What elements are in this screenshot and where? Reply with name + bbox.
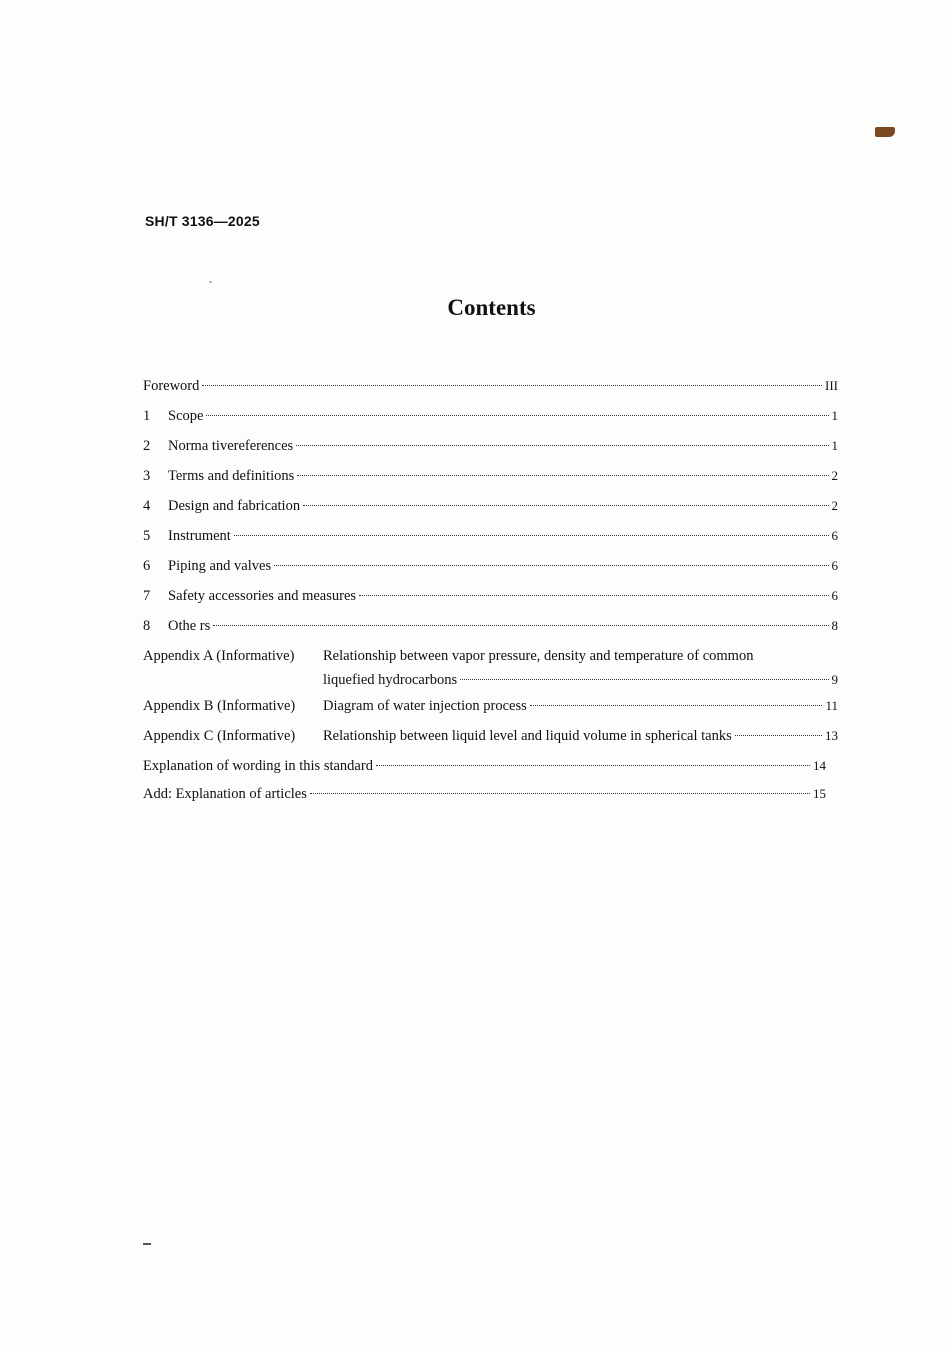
toc-entry-appendix-a[interactable]: [143, 648, 838, 698]
dot-leader: [303, 505, 828, 506]
toc-entry-number: 6: [143, 558, 151, 574]
toc-entry-page: 8: [831, 618, 838, 633]
toc-entry-label: Terms and definitions: [168, 468, 295, 484]
appendix-label: Appendix B (Informative): [143, 698, 296, 714]
dot-leader: [376, 765, 810, 766]
toc-entry-appendix-c[interactable]: [143, 728, 838, 758]
dot-leader: [735, 735, 822, 736]
toc-entry-section-3[interactable]: [143, 468, 838, 498]
toc-entry-number: 5: [143, 528, 151, 544]
appendix-title-line: liquefied hydrocarbons: [323, 672, 458, 688]
appendix-title-line: Relationship between vapor pressure, density and temperature of common: [323, 648, 754, 664]
toc-entry-page: 1: [831, 438, 838, 453]
corner-tab-marker: [875, 127, 895, 137]
dot-leader: [359, 595, 828, 596]
toc-entry-label: Explanation of wording in this standard: [143, 758, 373, 774]
dot-leader: [310, 793, 810, 794]
toc-entry-label: Instrument: [168, 528, 231, 544]
toc-entry-section-7[interactable]: [143, 588, 838, 618]
toc-entry-number: 3: [143, 468, 151, 484]
toc-entry-section-1[interactable]: [143, 408, 838, 438]
toc-entry-explanation[interactable]: [143, 758, 826, 786]
dot-leader: [234, 535, 829, 536]
toc-entry-label: Norma tivereferences: [168, 438, 294, 454]
footer-mark: [143, 1243, 151, 1245]
toc-entry-foreword[interactable]: [143, 378, 838, 408]
toc-entry-page: 2: [831, 468, 838, 483]
dot-leader: [202, 385, 822, 386]
toc-entry-number: 2: [143, 438, 151, 454]
toc-entry-page: 9: [831, 672, 838, 687]
toc-entry-number: 4: [143, 498, 151, 514]
toc-entry-section-4[interactable]: [143, 498, 838, 528]
dot-leader: [460, 679, 828, 680]
toc-entry-label: Design and fabrication: [168, 498, 301, 514]
toc-entry-number: 1: [143, 408, 151, 424]
page-title: Contents: [447, 295, 536, 320]
dot-leader: [274, 565, 828, 566]
toc-entry-page: 1: [831, 408, 838, 423]
toc-entry-page: 6: [831, 588, 838, 603]
appendix-title-line: Relationship between liquid level and liquid volume in spherical tanks: [323, 728, 732, 744]
toc-entry-label: Othe rs: [168, 618, 211, 634]
appendix-title-line: Diagram of water injection process: [323, 698, 527, 714]
toc-entry-page: III: [825, 378, 838, 393]
dot-leader: [206, 415, 828, 416]
toc-entry-page: 6: [831, 528, 838, 543]
dot-leader: [213, 625, 828, 626]
appendix-label: Appendix A (Informative): [143, 648, 295, 664]
toc-entry-appendix-b[interactable]: [143, 698, 838, 728]
toc-entry-page: 11: [825, 698, 838, 713]
scan-speck: [209, 281, 212, 283]
toc-entry-label: Safety accessories and measures: [168, 588, 357, 604]
toc-entry-section-8[interactable]: [143, 618, 838, 648]
toc-entry-section-6[interactable]: [143, 558, 838, 588]
dot-leader: [530, 705, 823, 706]
appendix-label: Appendix C (Informative): [143, 728, 296, 744]
toc-entry-number: 7: [143, 588, 151, 604]
toc-entry-page: 13: [825, 728, 838, 743]
toc-entry-number: 8: [143, 618, 151, 634]
toc-entry-page: 14: [813, 758, 826, 773]
dot-leader: [297, 475, 828, 476]
toc-entry-label: Piping and valves: [168, 558, 272, 574]
table-of-contents: [143, 378, 838, 814]
toc-entry-add-explanation[interactable]: [143, 786, 826, 814]
toc-entry-section-5[interactable]: [143, 528, 838, 558]
toc-entry-page: 2: [831, 498, 838, 513]
toc-entry-label: Add: Explanation of articles: [143, 786, 307, 802]
standard-code: SH/T 3136—2025: [145, 213, 260, 229]
dot-leader: [296, 445, 828, 446]
toc-entry-page: 6: [831, 558, 838, 573]
toc-entry-label: Scope: [168, 408, 204, 424]
toc-entry-page: 15: [813, 786, 826, 801]
toc-entry-label: Foreword: [143, 378, 200, 394]
toc-entry-section-2[interactable]: [143, 438, 838, 468]
